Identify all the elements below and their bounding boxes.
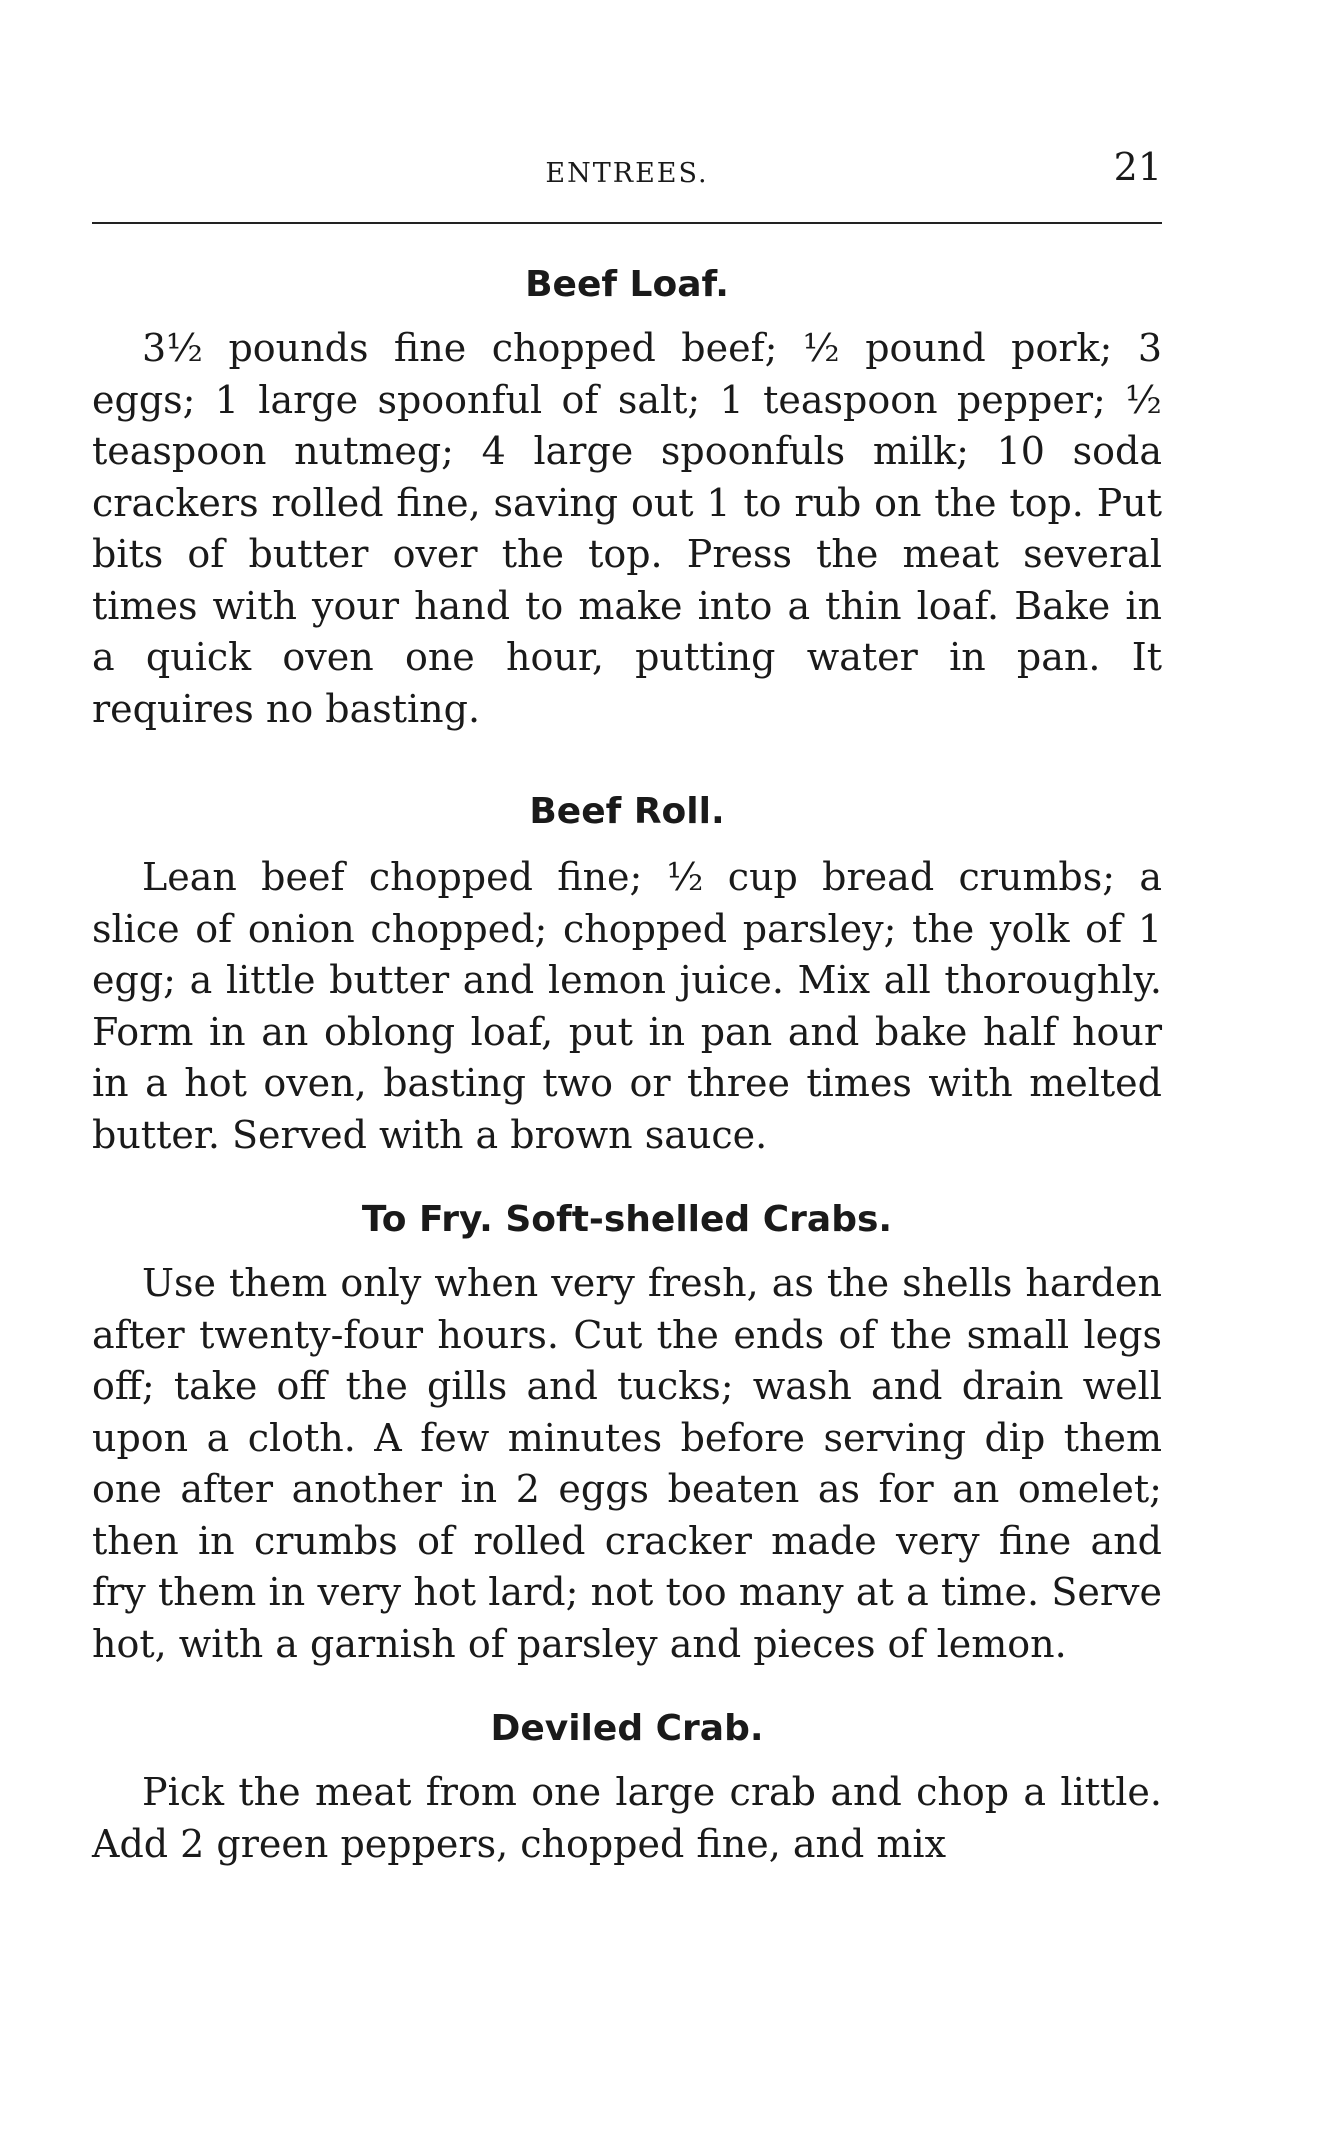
running-title: ENTREES. (545, 158, 709, 189)
recipe-title-beef-loaf: Beef Loaf. (525, 264, 729, 305)
recipe-body-deviled-crab: Pick the meat from one large crab and chop a little. Add 2 green peppers, chopped fine, and mix (92, 1770, 1162, 1866)
recipe-title-deviled-crab: Deviled Crab. (490, 1708, 764, 1749)
recipe-body-soft-shelled-crabs: Use them only when very fresh, as the shells harden after twenty-four hours. Cut the ends of the small legs off; take off the gills and tucks; wash and drain well upon a cloth. A few minutes before serving dip them one after another in 2 eggs beaten as for an omelet; then in crumbs of rolled cracker made very fine and fry them in very hot lard; not too many at a time. Serve hot, with a garnish of parsley and pieces of lemon. (92, 1261, 1162, 1666)
running-header (92, 140, 1162, 200)
recipe-title-soft-shelled-crabs: To Fry. Soft-shelled Crabs. (361, 1199, 893, 1240)
recipe-body-beef-roll: Lean beef chopped fine; ½ cup bread crumbs; a slice of onion chopped; chopped parsley; the yolk of 1 egg; a little butter and lemon juice. Mix all thoroughly. Form in an oblong loaf, put in pan and bake half hour in a hot oven, basting two or three times with melted butter. Served with a brown sauce. (92, 855, 1162, 1157)
book-page (92, 140, 1162, 1870)
recipe-body-beef-loaf: 3½ pounds fine chopped beef; ½ pound pork; 3 eggs; 1 large spoonful of salt; 1 teaspoon pepper; ½ teaspoon nutmeg; 4 large spoonfuls milk; 10 soda crackers rolled fine, saving out 1 to rub on the top. Put bits of butter over the top. Press the meat several times with your hand to make into a thin loaf. Bake in a quick oven one hour, putting water in pan. It requires no basting. (92, 326, 1162, 731)
recipe-title-beef-roll: Beef Roll. (529, 791, 725, 832)
header-rule (92, 222, 1162, 224)
page-number: 21 (1113, 145, 1162, 189)
